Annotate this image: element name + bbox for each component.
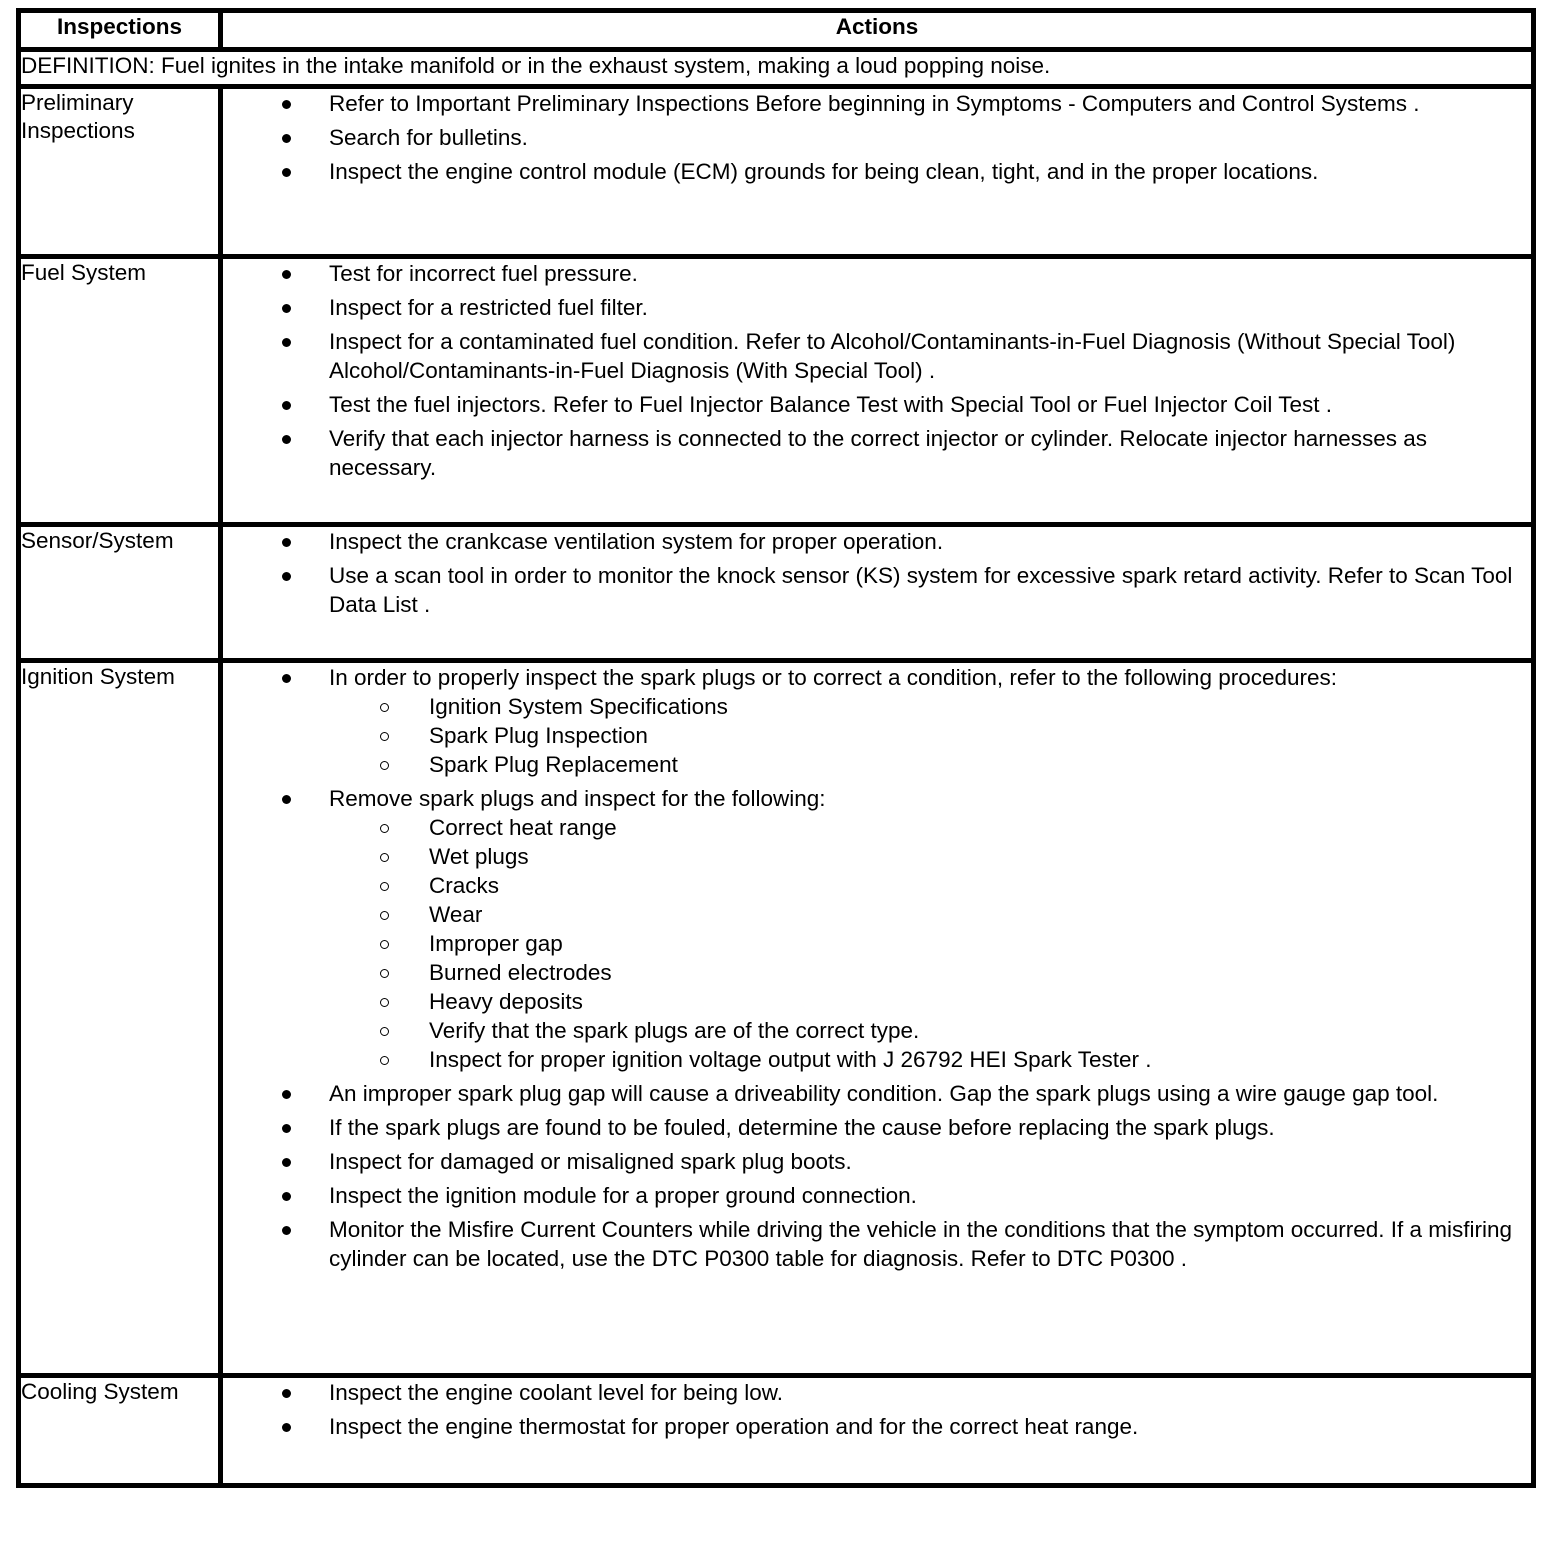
sub-item: Wet plugs	[329, 842, 1531, 871]
action-item-text: In order to properly inspect the spark plugs or to correct a condition, refer to the following procedures:	[329, 665, 1338, 690]
action-item: Test for incorrect fuel pressure.	[223, 259, 1531, 288]
actions-cell	[221, 1376, 1534, 1486]
inspection-label: Preliminary Inspections	[19, 87, 221, 257]
action-item: An improper spark plug gap will cause a driveability condition. Gap the spark plugs using a wire gauge gap tool.	[223, 1079, 1531, 1108]
inspection-label: Cooling System	[19, 1376, 221, 1486]
header-row	[19, 11, 1534, 50]
action-item: If the spark plugs are found to be fouled, determine the cause before replacing the spark plugs.	[223, 1113, 1531, 1142]
diagnostic-table	[16, 8, 1536, 1488]
definition-row	[19, 50, 1534, 87]
table-row	[19, 661, 1534, 1376]
action-item: Inspect the crankcase ventilation system for proper operation.	[223, 527, 1531, 556]
action-item: Inspect the engine thermostat for proper operation and for the correct heat range.	[223, 1412, 1531, 1441]
action-item: Inspect the ignition module for a proper ground connection.	[223, 1181, 1531, 1210]
sub-item: Verify that the spark plugs are of the correct type.	[329, 1016, 1531, 1045]
inspect-for-list	[329, 813, 1531, 1074]
action-item: Search for bulletins.	[223, 123, 1531, 152]
inspection-label: Fuel System	[19, 257, 221, 525]
action-item: Inspect for a restricted fuel filter.	[223, 293, 1531, 322]
inspection-label: Ignition System	[19, 661, 221, 1376]
action-item	[223, 784, 1531, 1074]
sub-item: Heavy deposits	[329, 987, 1531, 1016]
actions-cell	[221, 525, 1534, 661]
actions-header: Actions	[221, 11, 1534, 50]
action-list	[223, 527, 1531, 619]
action-item: Monitor the Misfire Current Counters while driving the vehicle in the conditions that the symptom occurred. If a misfiring cylinder can be located, use the DTC P0300 table for diagnosis. Refer to DTC P0300 .	[223, 1215, 1531, 1273]
action-list	[223, 259, 1531, 482]
action-list	[223, 1378, 1531, 1441]
table-row	[19, 257, 1534, 525]
action-item: Inspect the engine coolant level for being low.	[223, 1378, 1531, 1407]
sub-item: Inspect for proper ignition voltage output with J 26792 HEI Spark Tester .	[329, 1045, 1531, 1074]
action-list	[223, 663, 1531, 1273]
sub-item: Ignition System Specifications	[329, 692, 1531, 721]
action-item: Inspect the engine control module (ECM) grounds for being clean, tight, and in the proper locations.	[223, 157, 1531, 186]
sub-item: Cracks	[329, 871, 1531, 900]
action-item: Use a scan tool in order to monitor the knock sensor (KS) system for excessive spark retard activity. Refer to Scan Tool Data List .	[223, 561, 1531, 619]
action-item-text: Remove spark plugs and inspect for the following:	[329, 786, 826, 811]
definition-text: DEFINITION: Fuel ignites in the intake manifold or in the exhaust system, making a loud popping noise.	[19, 50, 1534, 87]
table-row	[19, 87, 1534, 257]
sub-item: Spark Plug Inspection	[329, 721, 1531, 750]
action-item: Refer to Important Preliminary Inspections Before beginning in Symptoms - Computers and Control Systems .	[223, 89, 1531, 118]
inspection-label: Sensor/System	[19, 525, 221, 661]
action-list	[223, 89, 1531, 186]
procedure-list	[329, 692, 1531, 779]
actions-cell	[221, 257, 1534, 525]
action-item	[223, 663, 1531, 779]
table-row	[19, 1376, 1534, 1486]
sub-item: Correct heat range	[329, 813, 1531, 842]
sub-item: Burned electrodes	[329, 958, 1531, 987]
table-row	[19, 525, 1534, 661]
action-item: Inspect for a contaminated fuel condition. Refer to Alcohol/Contaminants-in-Fuel Diagnosis (Without Special Tool) Alcohol/Contaminants-in-Fuel Diagnosis (With Special Tool) .	[223, 327, 1531, 385]
actions-cell	[221, 87, 1534, 257]
inspections-header: Inspections	[19, 11, 221, 50]
action-item: Test the fuel injectors. Refer to Fuel Injector Balance Test with Special Tool or Fuel Injector Coil Test .	[223, 390, 1531, 419]
sub-item: Spark Plug Replacement	[329, 750, 1531, 779]
sub-item: Improper gap	[329, 929, 1531, 958]
actions-cell	[221, 661, 1534, 1376]
sub-item: Wear	[329, 900, 1531, 929]
action-item: Inspect for damaged or misaligned spark plug boots.	[223, 1147, 1531, 1176]
action-item: Verify that each injector harness is connected to the correct injector or cylinder. Relocate injector harnesses as necessary.	[223, 424, 1531, 482]
